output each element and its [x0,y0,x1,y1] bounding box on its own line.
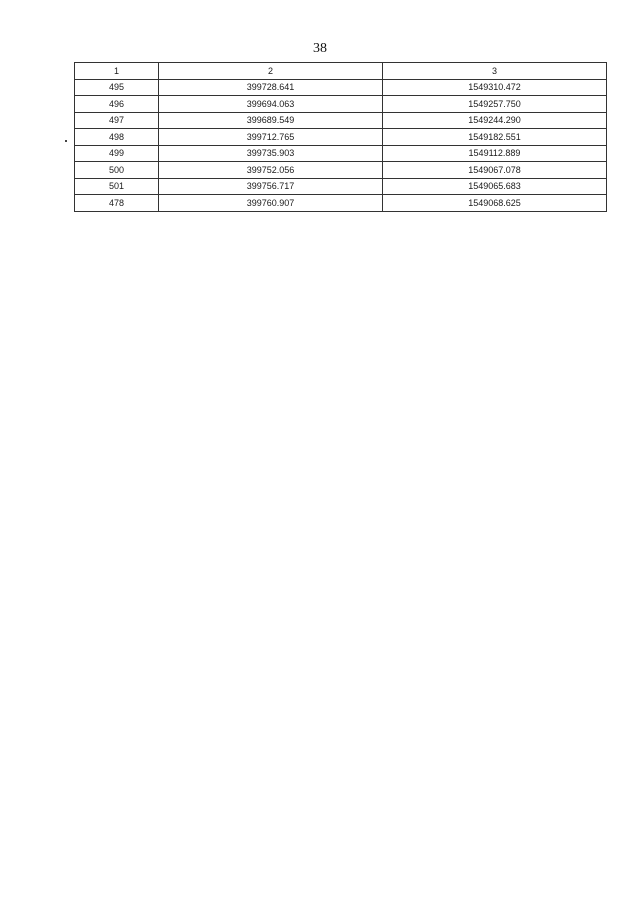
point-number-cell: 501 [75,178,159,195]
coordinates-table [74,62,607,212]
y-coordinate-cell: 1549244.290 [383,112,607,129]
x-coordinate-cell: 399760.907 [159,195,383,212]
point-number-cell: 495 [75,79,159,96]
table-row [75,129,607,146]
table-row [75,112,607,129]
table-row [75,79,607,96]
table-row [75,178,607,195]
x-coordinate-cell: 399689.549 [159,112,383,129]
table-header-row [75,63,607,80]
table-row [75,145,607,162]
column-header-x: 2 [159,63,383,80]
scan-artifact-dot [65,140,67,142]
point-number-cell: 478 [75,195,159,212]
point-number-cell: 500 [75,162,159,179]
point-number-cell: 497 [75,112,159,129]
x-coordinate-cell: 399694.063 [159,96,383,113]
page-number: 38 [313,41,327,56]
table-row [75,162,607,179]
column-header-point-number: 1 [75,63,159,80]
y-coordinate-cell: 1549310.472 [383,79,607,96]
y-coordinate-cell: 1549067.078 [383,162,607,179]
point-number-cell: 496 [75,96,159,113]
y-coordinate-cell: 1549112.889 [383,145,607,162]
y-coordinate-cell: 1549068.625 [383,195,607,212]
x-coordinate-cell: 399728.641 [159,79,383,96]
y-coordinate-cell: 1549257.750 [383,96,607,113]
point-number-cell: 498 [75,129,159,146]
x-coordinate-cell: 399735.903 [159,145,383,162]
x-coordinate-cell: 399752.056 [159,162,383,179]
column-header-y: 3 [383,63,607,80]
x-coordinate-cell: 399712.765 [159,129,383,146]
x-coordinate-cell: 399756.717 [159,178,383,195]
y-coordinate-cell: 1549182.551 [383,129,607,146]
y-coordinate-cell: 1549065.683 [383,178,607,195]
table-row [75,96,607,113]
table-row [75,195,607,212]
point-number-cell: 499 [75,145,159,162]
